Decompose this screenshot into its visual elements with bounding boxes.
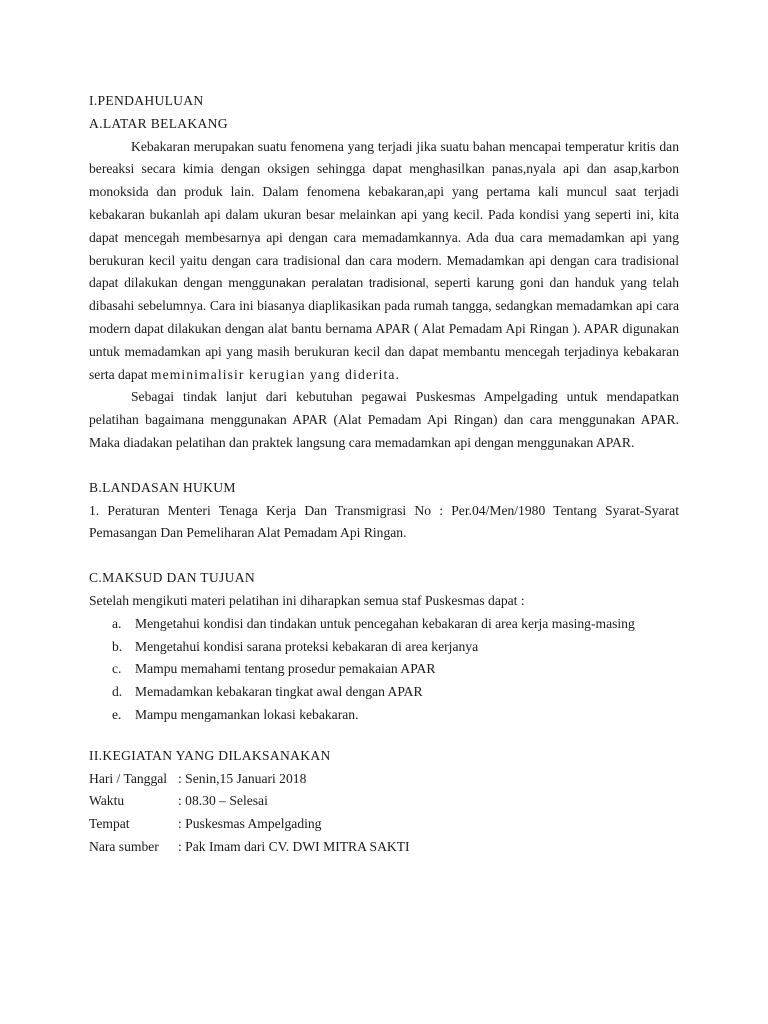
legal-basis-item: 1. Peraturan Menteri Tenaga Kerja Dan Transmigrasi No : Per.04/Men/1980 Tentang Syarat-Syarat Pemasangan Dan Pemeliharan Alat Pemadam Api Ringan. bbox=[89, 502, 679, 541]
section-title-maksud-tujuan: C.MAKSUD DAN TUJUAN bbox=[89, 570, 255, 586]
paragraph-text: seperti karung goni dan handuk yang telah dibasahi sebelumnya. Cara ini biasanya diaplikasikan pada rumah tangga, sedangkan memadamkan api cara modern dapat dilakukan dengan alat bantu bernama APAR ( Alat Pemadam Api Ringan ). APAR digunakan untuk memadamkan api yang masih berukuran kecil dan dapat membantu mencegah terjadinya kebakaran serta dapat bbox=[89, 275, 679, 382]
list-item bbox=[89, 636, 679, 659]
list-item-text: Mengetahui kondisi sarana proteksi kebakaran di area kerjanya bbox=[135, 638, 479, 654]
list-item bbox=[89, 613, 679, 636]
list-item bbox=[89, 658, 679, 681]
detail-value: : Senin,15 Januari 2018 bbox=[178, 770, 307, 786]
section-title-landasan-hukum: B.LANDASAN HUKUM bbox=[89, 479, 236, 495]
list-item bbox=[89, 681, 679, 704]
spacer bbox=[89, 727, 679, 745]
paragraph-text-wide: meminimalisir kerugian yang diderita. bbox=[150, 366, 400, 382]
list-marker: c. bbox=[112, 661, 122, 677]
document-body bbox=[89, 90, 679, 859]
list-item-text: Mengetahui kondisi dan tindakan untuk pencegahan kebakaran di area kerja masing-masing bbox=[135, 615, 635, 631]
detail-value: : Puskesmas Ampelgading bbox=[178, 816, 322, 832]
paragraph-latar-belakang-2: Sebagai tindak lanjut dari kebutuhan pegawai Puskesmas Ampelgading untuk mendapatkan pelatihan bagaimana menggunakan APAR (Alat Pemadam Api Ringan) dan cara menggunakan APAR. Maka diadakan pelatihan dan praktek langsung cara memadamkan api dengan menggunakan APAR. bbox=[89, 389, 679, 450]
detail-value: : 08.30 – Selesai bbox=[178, 793, 268, 809]
list-marker: b. bbox=[112, 638, 123, 654]
detail-label: Hari / Tanggal bbox=[89, 770, 168, 786]
paragraph-text-sans: nakan peralatan tradisional, bbox=[272, 276, 429, 291]
detail-row-waktu bbox=[89, 790, 679, 813]
detail-label: Nara sumber bbox=[89, 838, 159, 854]
objectives-list bbox=[89, 613, 679, 727]
detail-label: Waktu bbox=[89, 793, 125, 809]
list-item-text: Memadamkan kebakaran tingkat awal dengan APAR bbox=[135, 684, 423, 700]
list-item-text: Mampu mengamankan lokasi kebakaran. bbox=[135, 706, 359, 722]
list-marker: a. bbox=[112, 615, 122, 631]
spacer bbox=[89, 545, 679, 567]
subsection-title-latar-belakang: A.LATAR BELAKANG bbox=[89, 115, 228, 131]
list-item bbox=[89, 704, 679, 727]
detail-row-tempat bbox=[89, 813, 679, 836]
paragraph-latar-belakang-1 bbox=[89, 136, 679, 387]
list-marker: d. bbox=[112, 684, 123, 700]
section-title-kegiatan: II.KEGIATAN YANG DILAKSANAKAN bbox=[89, 747, 331, 763]
list-item-text: Mampu memahami tentang prosedur pemakaian APAR bbox=[135, 661, 436, 677]
list-marker: e. bbox=[112, 706, 122, 722]
section-title-pendahuluan: I.PENDAHULUAN bbox=[89, 93, 204, 108]
paragraph-text: Kebakaran merupakan suatu fenomena yang terjadi jika suatu bahan mencapai temperatur kritis dan bereaksi secara kimia dengan oksigen sehingga dapat menghasilkan panas,nyala api dan asap,karbon monoksida dan produk lain. Dalam fenomena kebakaran,api yang pertama kali muncul saat terjadi kebakaran bukanlah api dalam ukuran besar melainkan api yang kecil. Pada kondisi yang seperti ini, kita dapat mencegah membesarnya api dengan cara memadamkannya. Ada dua cara memadamkan api yang berukuran kecil yaitu dengan cara tradisional dan cara modern. Memadamkan api dengan cara tradisional dapat dilakukan dengan menggu bbox=[89, 138, 679, 291]
detail-value: : Pak Imam dari CV. DWI MITRA SAKTI bbox=[178, 838, 410, 854]
objectives-intro: Setelah mengikuti materi pelatihan ini diharapkan semua staf Puskesmas dapat : bbox=[89, 592, 525, 608]
detail-row-hari-tanggal bbox=[89, 768, 679, 791]
detail-row-nara-sumber bbox=[89, 836, 679, 859]
spacer bbox=[89, 455, 679, 477]
detail-label: Tempat bbox=[89, 816, 130, 832]
